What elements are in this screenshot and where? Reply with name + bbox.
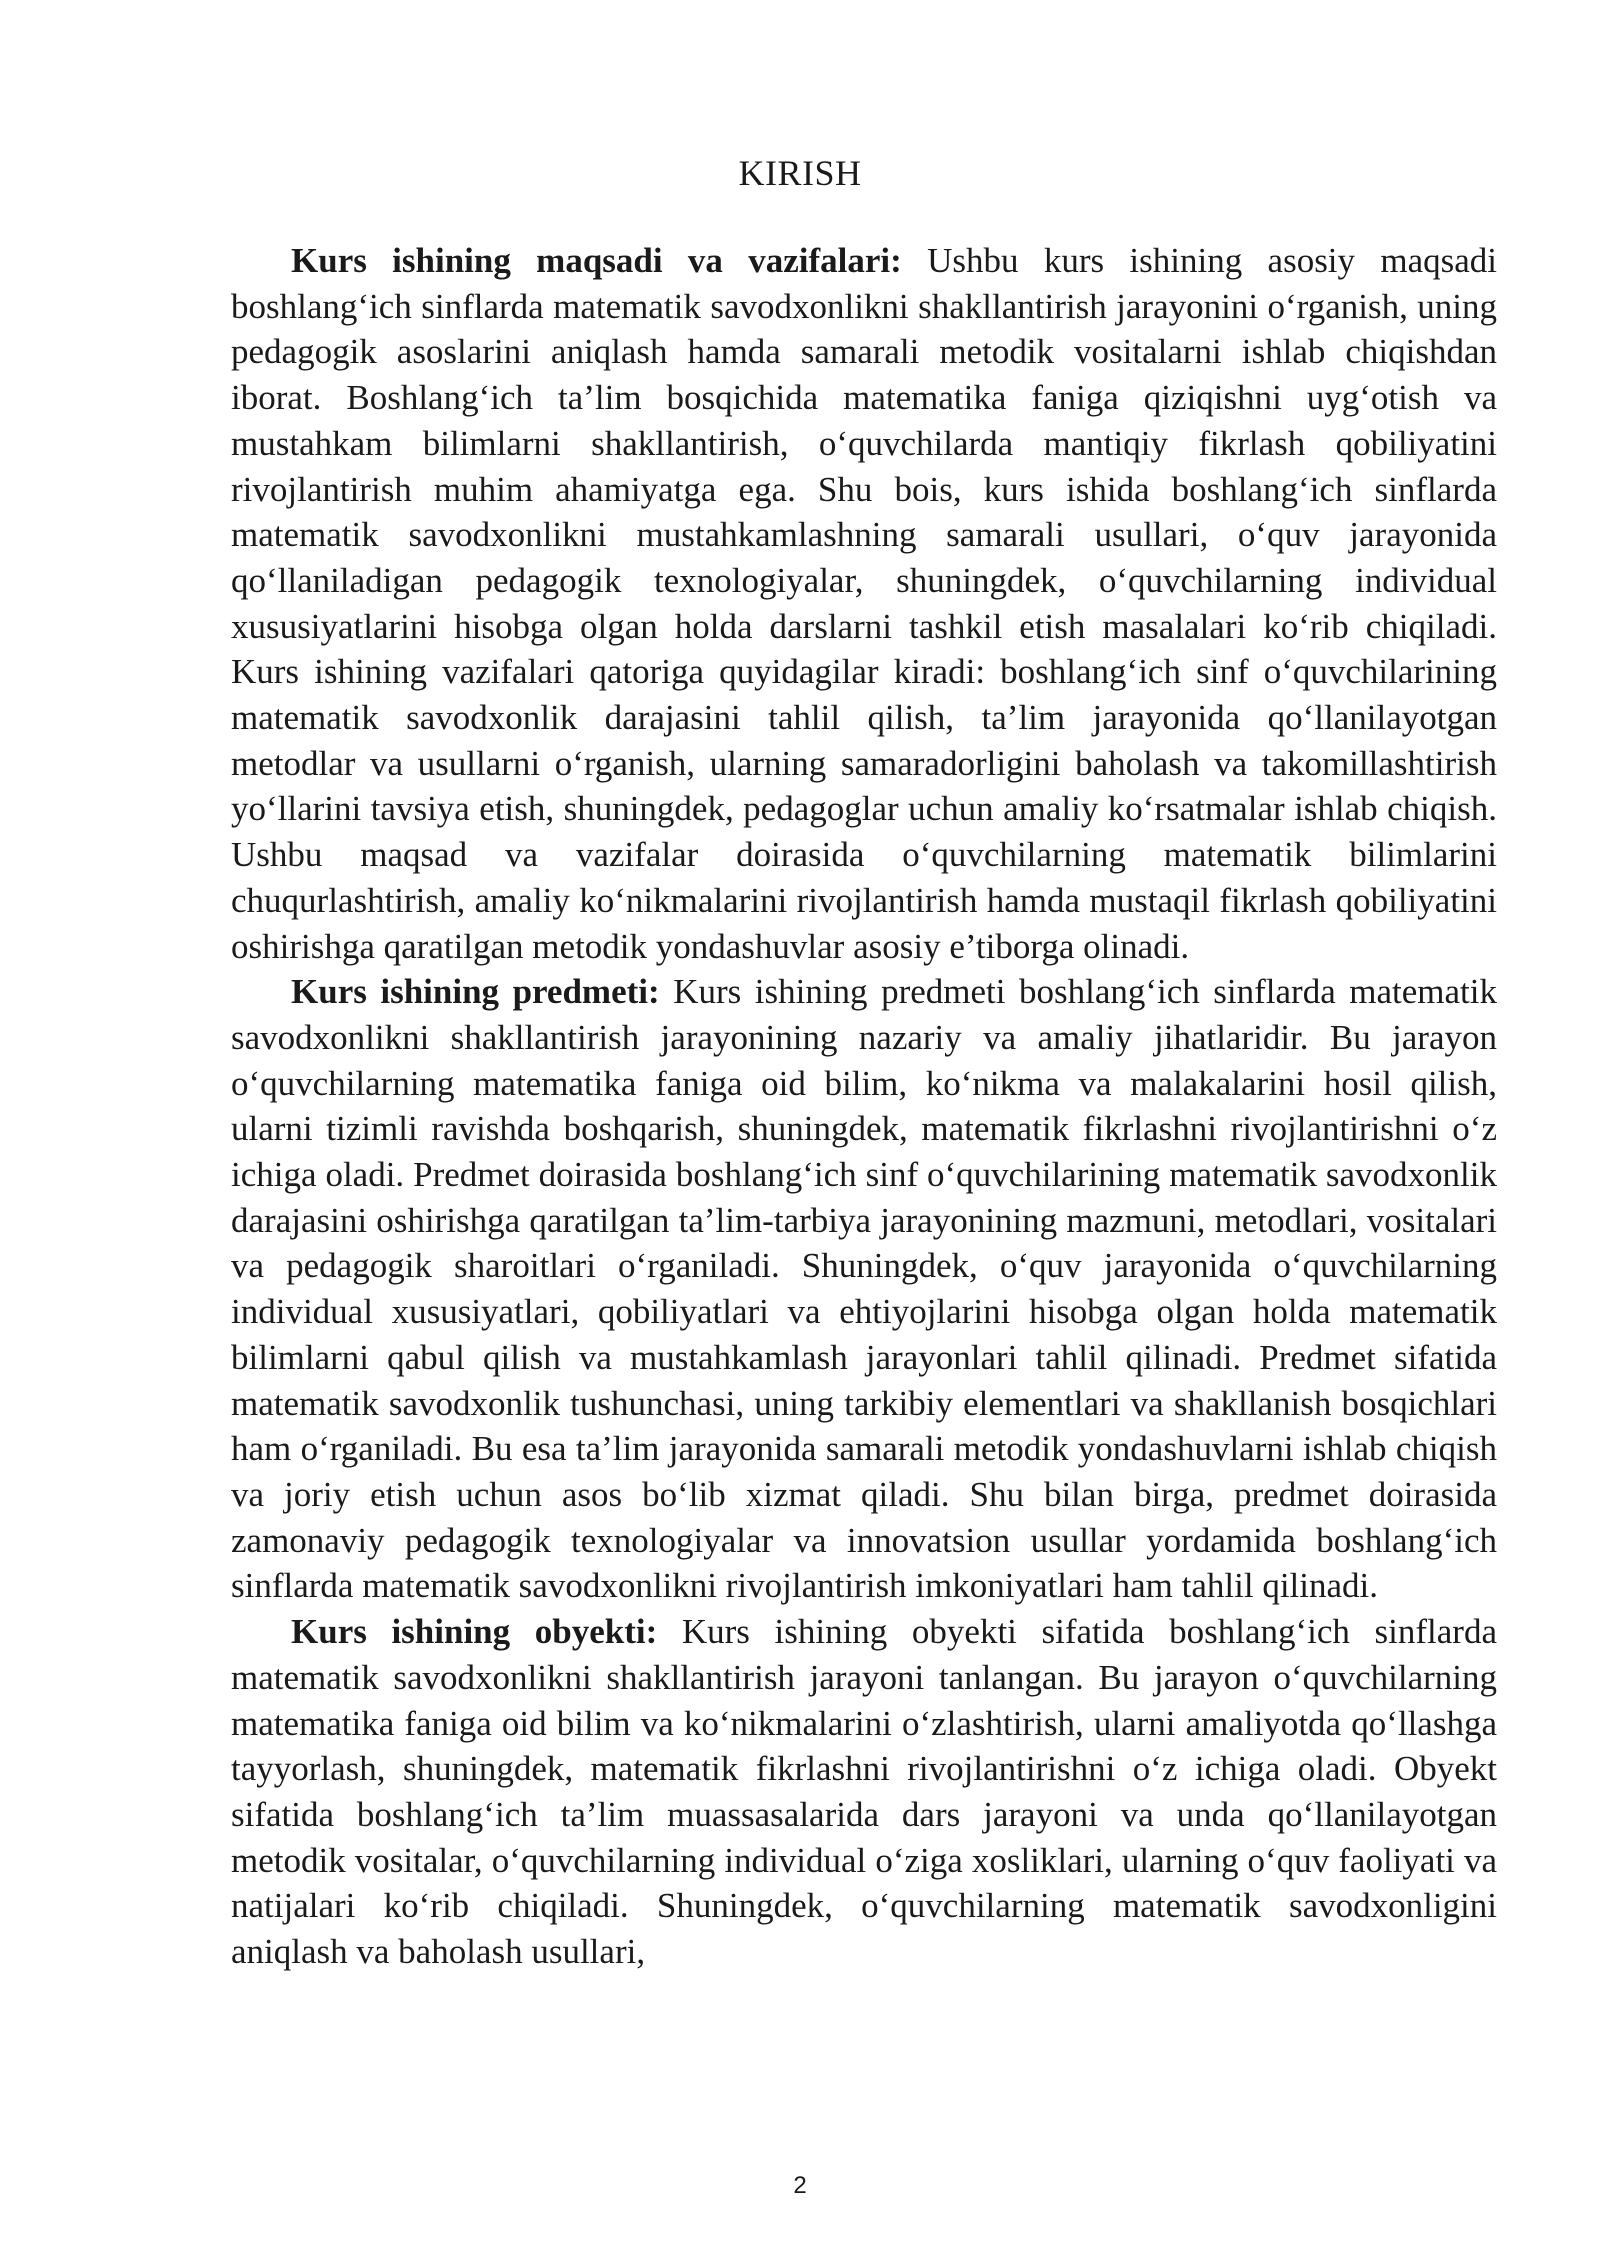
body-text (231, 238, 1497, 1975)
paragraph-text: Ushbu kurs ishining asosiy maqsadi boshlang‘ich sinflarda matematik savodxonlikni shakllantirish jarayonini o‘rganish, uning pedagogik asoslarini aniqlash hamda samarali metodik vositalarni ishlab chiqishdan iborat. Boshlang‘ich ta’lim bosqichida matematika faniga qiziqishni uyg‘otish va mustahkam bilimlarni shakllantirish, o‘quvchilarda mantiqiy fikrlash qobiliyatini rivojlantirish muhim ahamiyatga ega. Shu bois, kurs ishida boshlang‘ich sinflarda matematik savodxonlikni mustahkamlashning samarali usullari, o‘quv jarayonida qo‘llaniladigan pedagogik texnologiyalar, shuningdek, o‘quvchilarning individual xususiyatlarini hisobga olgan holda darslarni tashkil etish masalalari ko‘rib chiqiladi. Kurs ishining vazifalari qatoriga quyidagilar kiradi: boshlang‘ich sinf o‘quvchilarining matematik savodxonlik darajasini tahlil qilish, ta’lim jarayonida qo‘llanilayotgan metodlar va usullarni o‘rganish, ularning samaradorligini baholash va takomillashtirish yo‘llarini tavsiya etish, shuningdek, pedagoglar uchun amaliy ko‘rsatmalar ishlab chiqish. Ushbu maqsad va vazifalar doirasida o‘quvchilarning matematik bilimlarini chuqurlashtirish, amaliy ko‘nikmalarini rivojlantirish hamda mustaqil fikrlash qobiliyatini oshirishga qaratilgan metodik yondashuvlar asosiy e’tiborga olinadi. (231, 241, 1497, 966)
page-number: 2 (793, 2172, 807, 2199)
paragraph-subject (231, 969, 1497, 1609)
paragraph-lead: Kurs ishining maqsadi va vazifalari: (291, 241, 902, 280)
page-title: KIRISH (738, 153, 862, 193)
paragraph-text: Kurs ishining predmeti boshlang‘ich sinflarda matematik savodxonlikni shakllantirish jarayonining nazariy va amaliy jihatlaridir. Bu jarayon o‘quvchilarning matematika faniga oid bilim, ko‘nikma va malakalarini hosil qilish, ularni tizimli ravishda boshqarish, shuningdek, matematik fikrlashni rivojlantirishni o‘z ichiga oladi. Predmet doirasida boshlang‘ich sinf o‘quvchilarining matematik savodxonlik darajasini oshirishga qaratilgan ta’lim-tarbiya jarayonining mazmuni, metodlari, vositalari va pedagogik sharoitlari o‘rganiladi. Shuningdek, o‘quv jarayonida o‘quvchilarning individual xususiyatlari, qobiliyatlari va ehtiyojlarini hisobga olgan holda matematik bilimlarni qabul qilish va mustahkamlash jarayonlari tahlil qilinadi. Predmet sifatida matematik savodxonlik tushunchasi, uning tarkibiy elementlari va shakllanish bosqichlari ham o‘rganiladi. Bu esa ta’lim jarayonida samarali metodik yondashuvlarni ishlab chiqish va joriy etish uchun asos bo‘lib xizmat qiladi. Shu bilan birga, predmet doirasida zamonaviy pedagogik texnologiyalar va innovatsion usullar yordamida boshlang‘ich sinflarda matematik savodxonlikni rivojlantirish imkoniyatlari ham tahlil qilinadi. (231, 972, 1497, 1606)
paragraph-text: Kurs ishining obyekti sifatida boshlang‘ich sinflarda matematik savodxonlikni shakllantirish jarayoni tanlangan. Bu jarayon o‘quvchilarning matematika faniga oid bilim va ko‘nikmalarini o‘zlashtirish, ularni amaliyotda qo‘llashga tayyorlash, shuningdek, matematik fikrlashni rivojlantirishni o‘z ichiga oladi. Obyekt sifatida boshlang‘ich ta’lim muassasalarida dars jarayoni va unda qo‘llanilayotgan metodik vositalar, o‘quvchilarning individual o‘ziga xosliklari, ularning o‘quv faoliyati va natijalari ko‘rib chiqiladi. Shuningdek, o‘quvchilarning matematik savodxonligini aniqlash va baholash usullari, (231, 1612, 1497, 1972)
paragraph-lead: Kurs ishining obyekti: (291, 1612, 658, 1652)
paragraph-goals (231, 238, 1497, 969)
paragraph-lead: Kurs ishining predmeti: (291, 972, 660, 1012)
paragraph-object (231, 1609, 1497, 1975)
